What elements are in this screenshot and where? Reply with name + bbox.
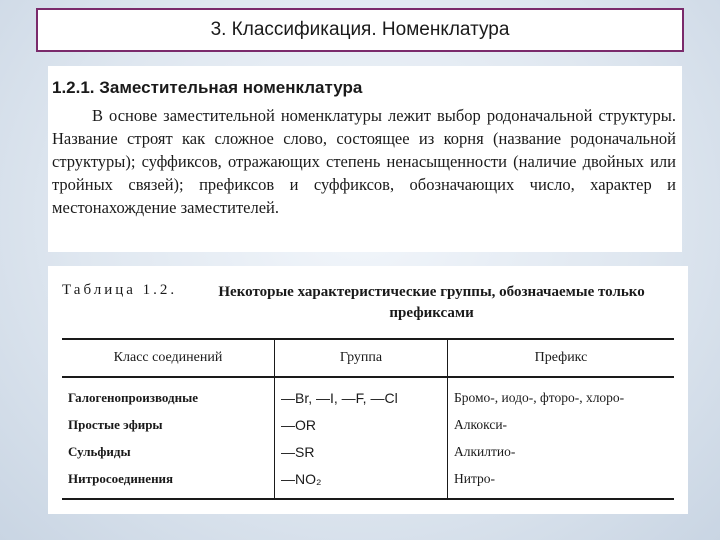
table-caption	[62, 282, 674, 324]
cell-class: Галогенопроизводные	[68, 389, 199, 405]
table-row	[62, 411, 674, 438]
column-header-class: Класс соединений	[62, 339, 275, 377]
cell-group: —Br, —I, —F, —Cl	[275, 377, 448, 411]
table-excerpt	[48, 266, 688, 514]
cell-prefix: Алкилтио-	[454, 443, 516, 459]
column-header-prefix: Префикс	[448, 339, 675, 377]
cell-prefix: Бромо-, иодо-, фторо-, хлоро-	[454, 389, 625, 405]
table-title: Некоторые характеристические группы, обозначаемые только префиксами	[218, 284, 645, 321]
cell-prefix: Нитро-	[448, 465, 675, 499]
slide-title-text: 3. Классификация. Номенклатура	[210, 19, 510, 40]
cell-group: —NO₂	[275, 465, 448, 499]
cell-class: Простые эфиры	[68, 416, 163, 432]
section-heading: 1.2.1. Заместительная номенклатура	[52, 78, 363, 97]
table-row	[62, 377, 674, 411]
column-header-group: Группа	[275, 339, 448, 377]
section-paragraph: В основе заместительной номенклатуры лежит выбор родоначальной структуры. Название строят как сложное слово, состоящее из корня (название родоначальной структуры); суффиксов, отражающих степень ненасыщенности (наличие двойных или тройных связей); префиксов и суффиксов, обозначающих число, характер и местонахождение заместителей.	[52, 106, 676, 217]
cell-group: —SR	[275, 438, 448, 465]
table-row	[62, 465, 674, 499]
cell-group: —OR	[275, 411, 448, 438]
section-excerpt	[48, 66, 682, 252]
characteristic-groups-table	[62, 338, 674, 500]
cell-prefix: Алкокси-	[454, 416, 508, 432]
cell-class: Нитросоединения	[62, 465, 275, 499]
table-header-row	[62, 339, 674, 377]
table-row	[62, 438, 674, 465]
cell-class: Сульфиды	[68, 443, 131, 459]
slide-title	[36, 8, 684, 52]
table-label: Таблица 1.2.	[62, 282, 178, 298]
